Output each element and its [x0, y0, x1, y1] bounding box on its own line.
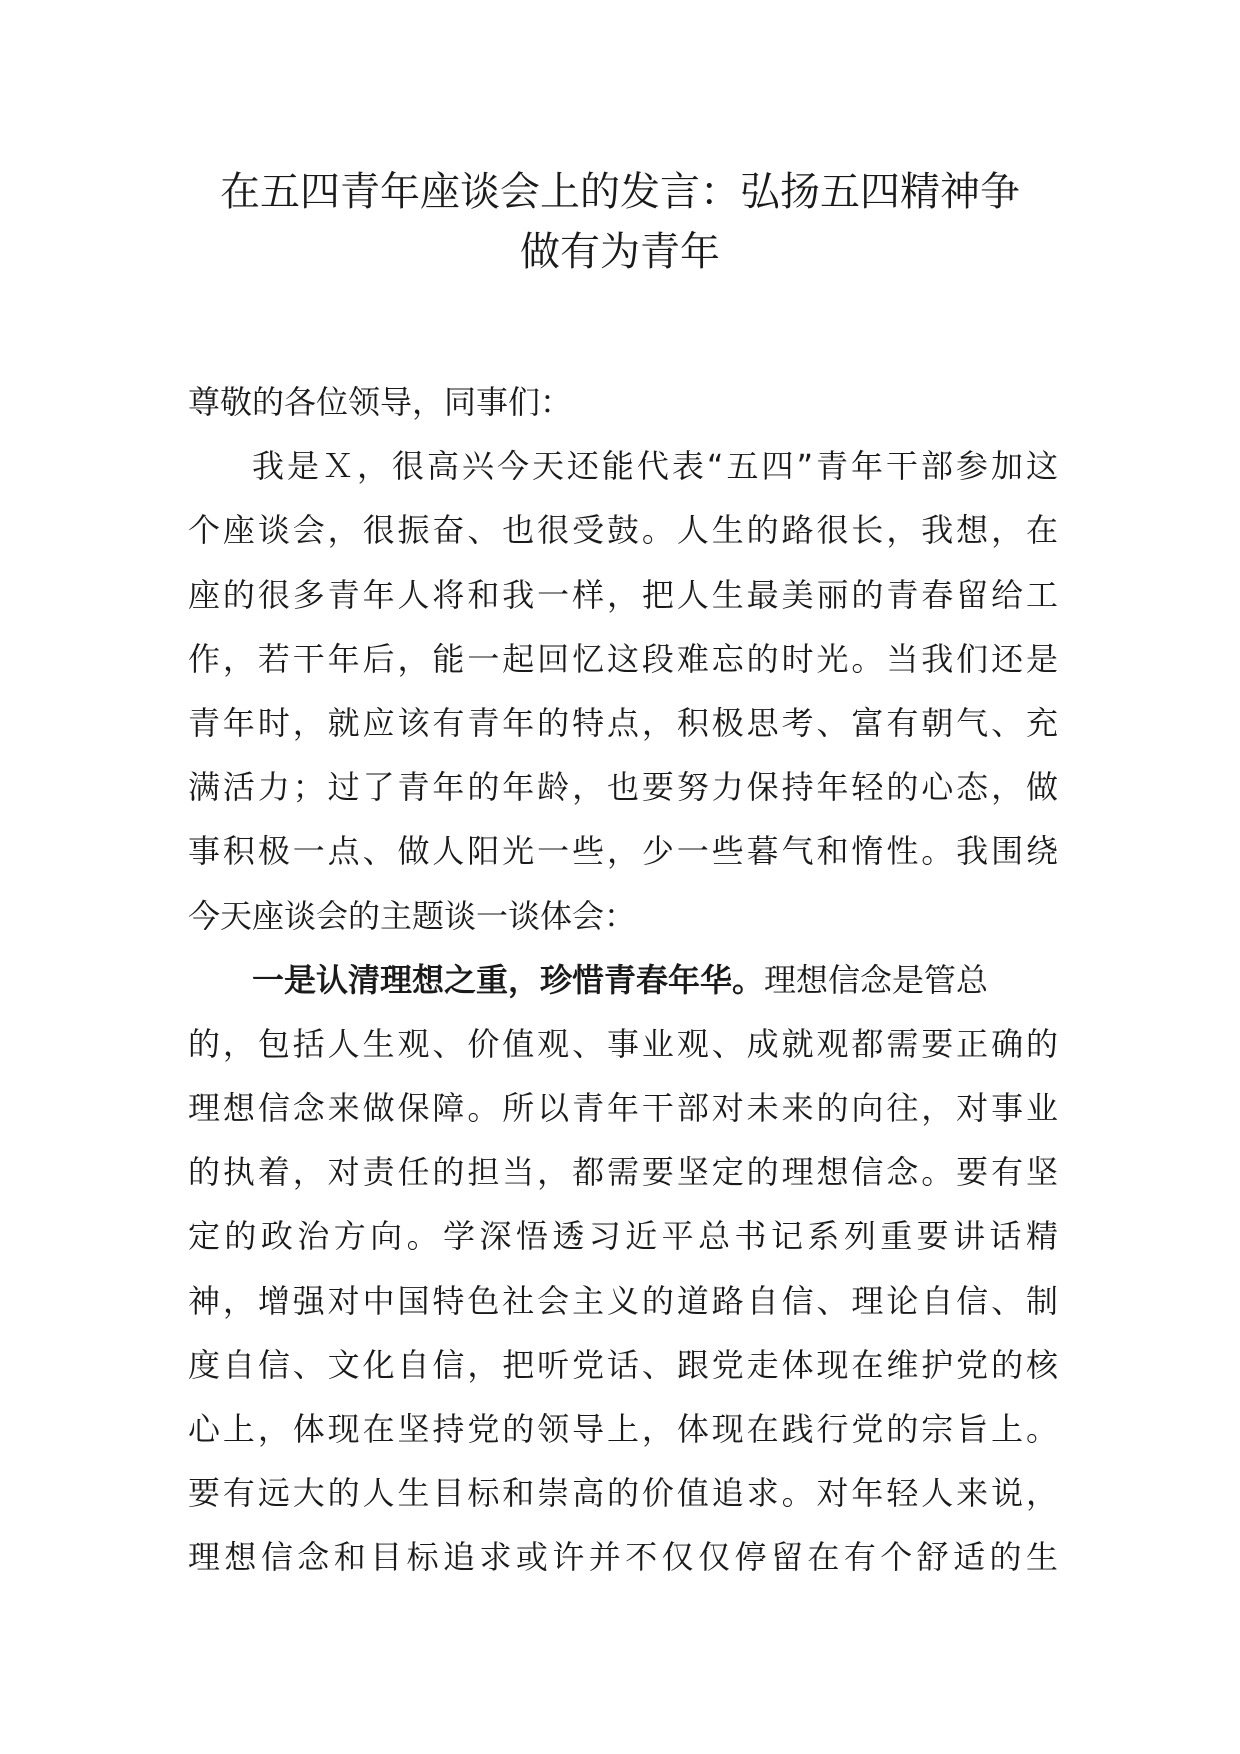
document-title — [150, 162, 1090, 282]
paragraph-line: 青年时，就应该有青年的特点，积极思考、富有朝气、充 — [188, 703, 1058, 742]
paragraph-line: 理想信念和目标追求或许并不仅仅停留在有个舒适的生 — [188, 1538, 1058, 1577]
paragraph-line: 的执着，对责任的担当，都需要坚定的理想信念。要有坚 — [188, 1153, 1058, 1192]
document-body — [188, 370, 1058, 1590]
paragraph-line: 座的很多青年人将和我一样，把人生最美丽的青春留给工 — [188, 575, 1058, 614]
paragraph-line: 个座谈会，很振奋、也很受鼓。人生的路很长，我想，在 — [188, 511, 1058, 550]
paragraph-line: 要有远大的人生目标和崇高的价值追求。对年轻人来说， — [188, 1474, 1058, 1513]
title-line-2: 做有为青年 — [520, 229, 720, 275]
paragraph-line: 作，若干年后，能一起回忆这段难忘的时光。当我们还是 — [188, 639, 1058, 678]
paragraph-line: 理想信念来做保障。所以青年干部对未来的向往，对事业 — [188, 1089, 1058, 1128]
paragraph-line: 心上，体现在坚持党的领导上，体现在践行党的宗旨上。 — [188, 1410, 1058, 1448]
section-heading-continuation: 理想信念是管总 — [764, 960, 989, 999]
paragraph-line: 我是Ｘ，很高兴今天还能代表“五四”青年干部参加这 — [252, 447, 1058, 486]
paragraph-line: 满活力；过了青年的年龄，也要努力保持年轻的心态，做 — [188, 768, 1058, 807]
paragraph-line: 今天座谈会的主题谈一谈体会： — [188, 896, 637, 935]
paragraph-line: 度自信、文化自信，把听党话、跟党走体现在维护党的核 — [188, 1345, 1058, 1384]
paragraph-line: 定的政治方向。学深悟透习近平总书记系列重要讲话精 — [188, 1217, 1058, 1256]
paragraph-line: 神，增强对中国特色社会主义的道路自信、理论自信、制 — [188, 1281, 1058, 1320]
paragraph-line: 的，包括人生观、价值观、事业观、成就观都需要正确的 — [188, 1024, 1058, 1063]
title-line-1: 在五四青年座谈会上的发言：弘扬五四精神争 — [220, 169, 1020, 215]
paragraph-line — [188, 948, 1058, 1012]
salutation: 尊敬的各位领导，同事们： — [188, 383, 573, 421]
paragraph-line: 事积极一点、做人阳光一些，少一些暮气和惰性。我围绕 — [188, 832, 1058, 871]
section-heading: 一是认清理想之重，珍惜青春年华。 — [252, 960, 765, 999]
